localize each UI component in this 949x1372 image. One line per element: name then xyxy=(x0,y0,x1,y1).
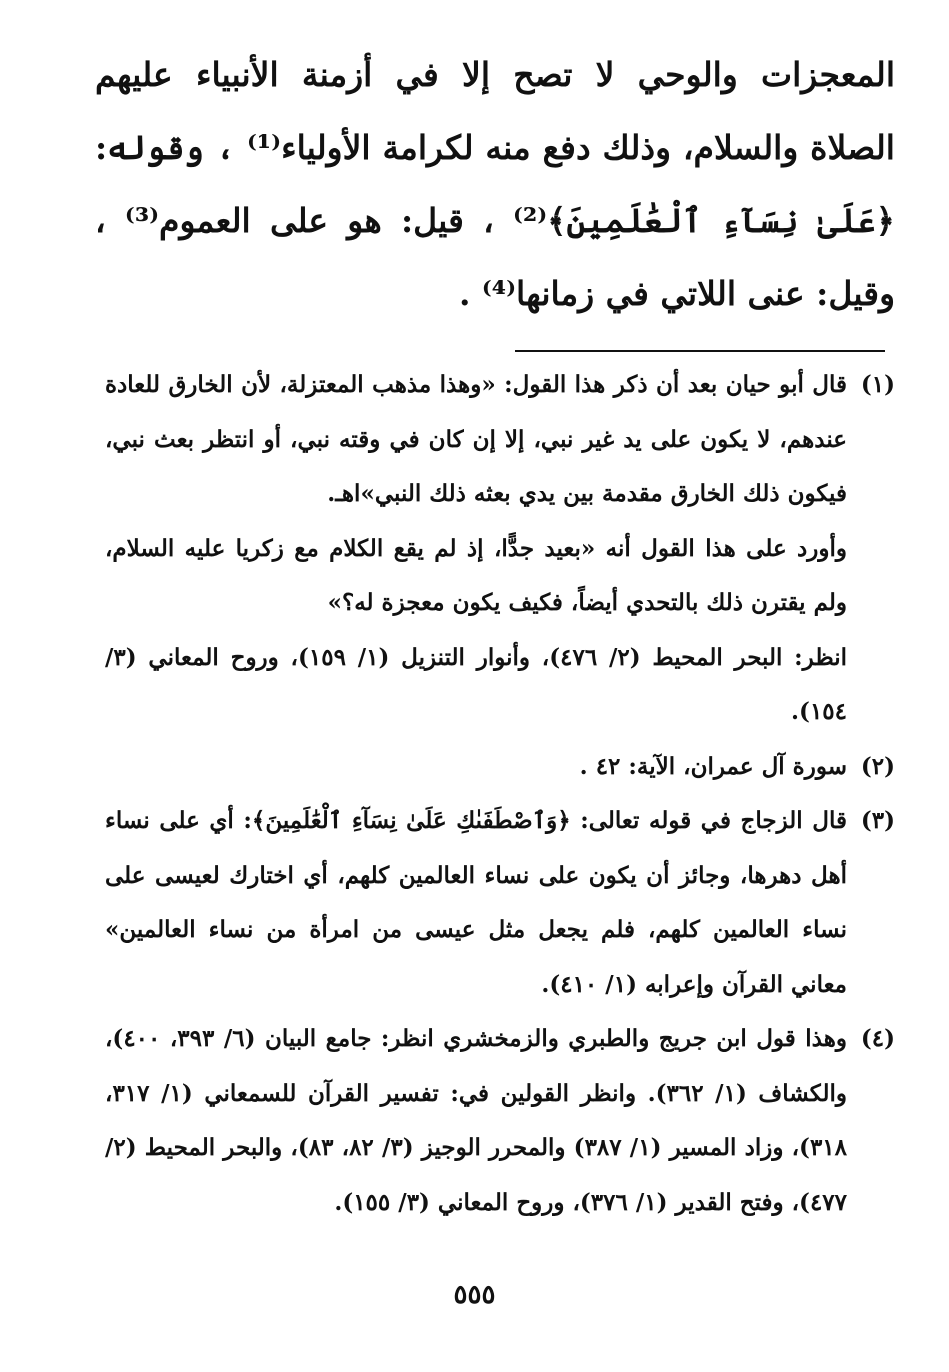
main-text-block xyxy=(95,38,895,330)
footnote-line: قال أبو حيان بعد أن ذكر هذا القول: «وهذا مذهب المعتزلة، لأن الخارق للعادة عندهم، لا يكون على يد غير نبي، إلا إن كان في وقته نبي، أو انتظر بعث نبي، فيكون ذلك الخارق مقدمة بين يدي بعثه ذلك النبي»اهـ. xyxy=(105,371,847,507)
page-number: ٥٥٥ xyxy=(453,1280,496,1310)
footnote-number: (١) xyxy=(860,371,895,398)
footnote-text xyxy=(105,794,847,1012)
footnote-number: (٣) xyxy=(860,807,895,834)
footnote-3 xyxy=(105,794,895,1012)
footnote-1 xyxy=(105,358,895,740)
footnotes-section xyxy=(105,358,895,1230)
footnote-number: (٢) xyxy=(860,752,895,780)
footnote-number: (٤) xyxy=(860,1025,895,1052)
footnote-text xyxy=(105,358,847,740)
footnote-text xyxy=(105,1012,847,1230)
footnote-line: قال الزجاج في قوله تعالى: ﴿وَٱصْطَفَىٰكِ عَلَىٰ نِسَآءِ ٱلْعَٰلَمِينَ﴾: أي على نساء أهل دهرها، وجائز أن يكون على نساء العالمين كلهم، أي اختارك لعيسى على نساء العالمين كلهم، فلم يجعل مثل عيسى من امرأة من نساء العالمين» معاني القرآن وإعرابه (١/ ٤١٠). xyxy=(105,807,847,998)
footnote-line: وهذا قول ابن جريج والطبري والزمخشري انظر: جامع البيان (٦/ ٣٩٣، ٤٠٠)، والكشاف (١/ ٣٦٢). وانظر القولين في: تفسير القرآن للسمعاني (١/ ٣١٧، ٣١٨)، وزاد المسير (١/ ٣٨٧) والمحرر الوجيز (٣/ ٨٢، ٨٣)، والبحر المحيط (٢/ ٤٧٧)، وفتح القدير (١/ ٣٧٦)، وروح المعاني (٣/ ١٥٥). xyxy=(105,1025,847,1216)
footnote-text xyxy=(105,740,847,795)
footnote-4 xyxy=(105,1012,895,1230)
footnote-line: وأورد على هذا القول أنه «بعيد جدًّا، إذ لم يقع الكلام مع زكريا عليه السلام، ولم يقترن ذلك بالتحدي أيضاً، فكيف يكون معجزة له؟» xyxy=(105,534,847,616)
footnote-2 xyxy=(105,740,895,795)
main-paragraph: المعجزات والوحي لا تصح إلا في أزمنة الأنبياء عليهم الصلاة والسلام، وذلك دفع منه لكرامة الأولياء⁽¹⁾ ، وقوله: ﴿عَلَىٰ نِسَآءِ ٱلْعَٰلَمِينَ﴾⁽²⁾ ، قيل: هو على العموم⁽³⁾ ، وقيل: عنى اللاتي في زمانها⁽⁴⁾ . xyxy=(95,55,896,313)
footnote-line: انظر: البحر المحيط (٢/ ٤٧٦)، وأنوار التنزيل (١/ ١٥٩)، وروح المعاني (٣/ ١٥٤). xyxy=(105,643,848,725)
footnote-line: سورة آل عمران، الآية: ٤٢ . xyxy=(579,752,847,780)
footnote-divider xyxy=(515,350,885,352)
